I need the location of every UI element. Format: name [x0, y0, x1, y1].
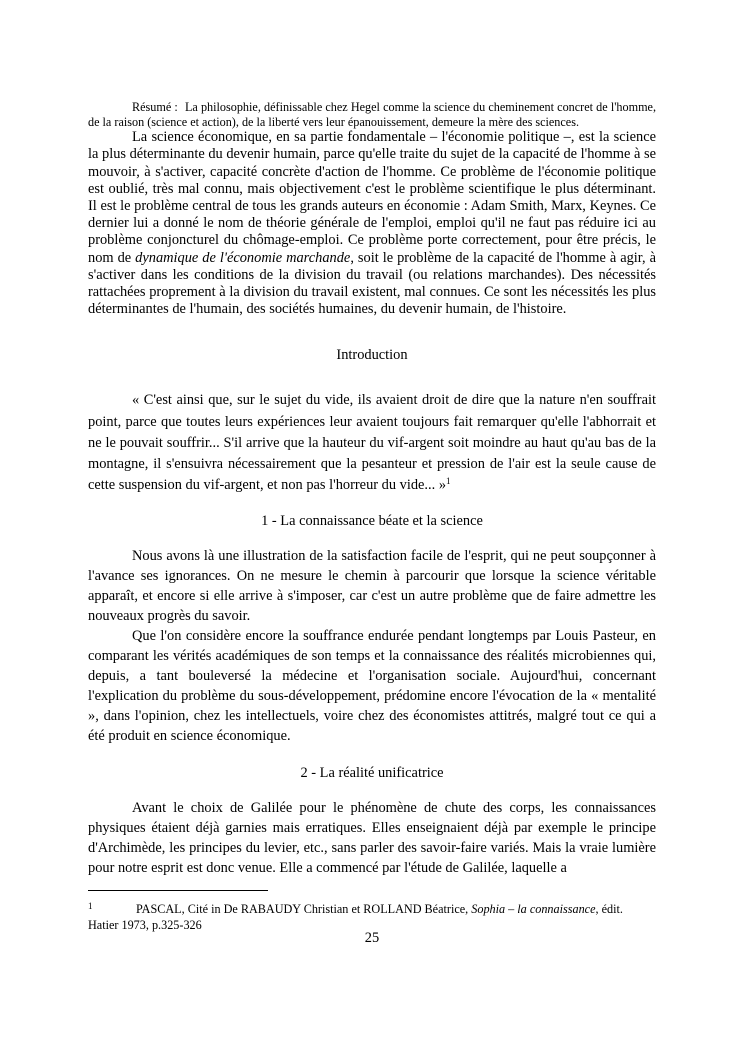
abstract-lead: Résumé :: [132, 100, 178, 114]
summary-paragraph: [88, 129, 656, 318]
footnote-number: 1: [88, 901, 93, 911]
footnote-reference: 1: [446, 476, 451, 487]
section-1-paragraph-1: Nous avons là une illustration de la satisfaction facile de l'esprit, qui ne peut soupçonner à l'avance ses ignorances. On ne mesure le chemin à parcourir que lorsque la science véritable apparaît, et encore si elle arrive à s'imposer, car c'est un autre problème que de faire admettre les nouveaux progrès du savoir.: [88, 548, 656, 625]
summary-text-part-b: , soit le problème de la capacité de l'homme à agir, à s'activer dans les conditions de la division du travail (ou relations marchandes). Des nécessités rattachées proprement à la division du travail existent, mal connues. Ce sont les nécessités les plus déterminantes de l'humain, des sociétés humaines, du devenir humain, de l'histoire.: [88, 249, 656, 318]
footnote-text-a: PASCAL, Cité in De RABAUDY Christian et ROLLAND Béatrice,: [136, 902, 469, 916]
abstract-text: La philosophie, définissable chez Hegel comme la science du cheminement concret de l'homme, de la raison (science et action), de la liberté vers leur épanouissement, demeure la mère des sciences.: [88, 100, 657, 129]
page-number: 25: [364, 930, 380, 946]
section-1-paragraph-2: Que l'on considère encore la souffrance endurée pendant longtemps par Louis Pasteur, en comparant les vérités académiques de son temps et la connaissance des réalités microbiennes qui, depuis, a tant bouleversé la médecine et l'organisation sociale. Aujourd'hui, concernant l'explication du problème du sous-développement, prédomine encore l'évocation de la « mentalité », dans l'opinion, chez les intellectuels, voire chez des économistes attitrés, malgré tout ce qui a été produit en science économique.: [88, 628, 656, 745]
abstract-paragraph: [88, 100, 656, 129]
footnote: [88, 898, 656, 933]
summary-text-part-a: La science économique, en sa partie fondamentale – l'économie politique –, est la science la plus déterminante du devenir humain, parce qu'elle traite du sujet de la capacité de l'homme à se mouvoir, à s'activer, capacité concrète d'action de l'homme. Ce problème de l'économie politique est oublié, très mal connu, mais objectivement c'est le problème scientifique le plus déterminant. Il est le problème central de tous les grands auteurs en économie : Adam Smith, Marx, Keynes. Ce dernier lui a donné le nom de théorie générale de l'emploi, emploi qu'il ne faut pas réduire ici au problème conjoncturel du chômage-emploi. Ce problème porte correctement, pour être précis, le nom de: [88, 129, 656, 266]
section-2-heading: 2 - La réalité unificatrice: [300, 765, 444, 782]
summary-emphasis: dynamique de l'économie marchande: [135, 249, 351, 266]
introduction-heading: Introduction: [336, 347, 408, 364]
section-2-paragraph-1: Avant le choix de Galilée pour le phénomène de chute des corps, les connaissances physiques étaient déjà garnies mais erratiques. Elles enseignaient déjà par exemple le principe d'Archimède, les principes du levier, etc., sans parler des savoir-faire variés. Mais la vraie lumière pour notre esprit est donc venue. Elle a commencé par l'étude de Galilée, laquelle a: [88, 800, 656, 877]
footnote-divider: [88, 890, 268, 891]
quote-text: « C'est ainsi que, sur le sujet du vide, ils avaient droit de dire que la nature n'en souffrait point, parce que toutes leurs expériences leur avaient toujours fait remarquer qu'elle l'abhorrait et ne le pouvait souffrir... S'il arrive que la hauteur du vif-argent soit moindre au haut qu'au bas de la montagne, il s'ensuivra nécessairement que la pesanteur et pression de l'air est la seule cause de cette suspension du vif-argent, et non pas l'horreur du vide... »: [88, 392, 656, 494]
page-content: [88, 100, 656, 878]
footnote-text-b: , édit. Hatier 1973, p.325-326: [88, 902, 623, 932]
section-1-heading: 1 - La connaissance béate et la science: [261, 513, 483, 530]
introduction-quote: [88, 390, 656, 496]
footnote-title: Sophia – la connaissance: [471, 902, 596, 916]
